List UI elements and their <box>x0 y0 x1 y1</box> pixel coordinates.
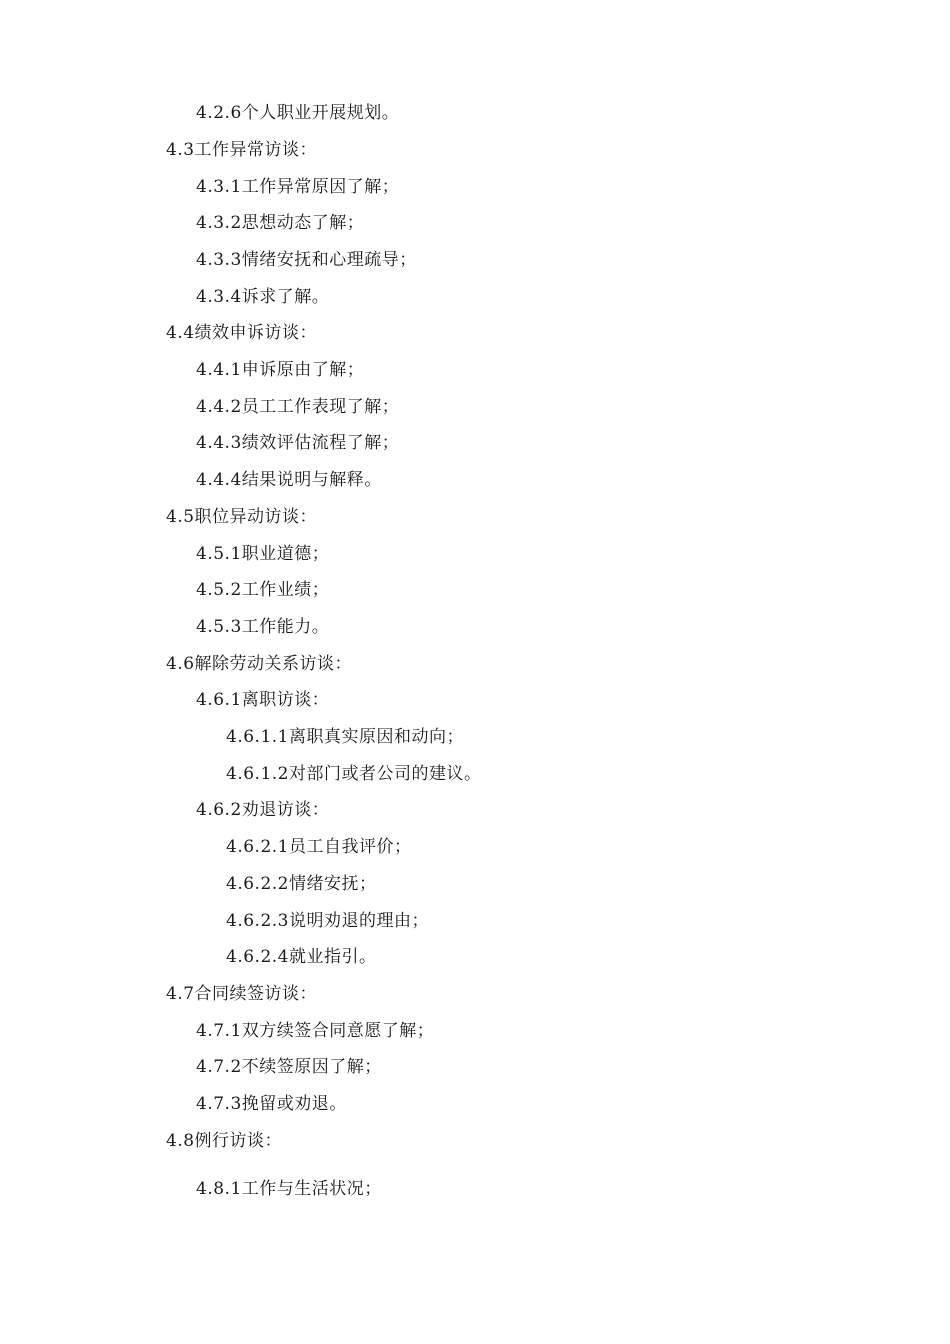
item-4-5-3: 4.5.3工作能力。 <box>196 617 330 637</box>
item-4-6-2-4: 4.6.2.4就业指引。 <box>226 947 377 967</box>
item-4-2-6: 4.2.6个人职业开展规划。 <box>196 103 400 123</box>
section-4-4-heading: 4.4绩效申诉访谈： <box>166 323 318 343</box>
item-4-7-3: 4.7.3挽留或劝退。 <box>196 1094 347 1114</box>
section-4-8-heading: 4.8例行访谈： <box>166 1131 283 1151</box>
item-4-5-2: 4.5.2工作业绩； <box>196 580 330 600</box>
item-4-3-4: 4.3.4诉求了解。 <box>196 287 330 307</box>
item-4-5-1: 4.5.1职业道德； <box>196 544 330 564</box>
item-4-6-1: 4.6.1离职访谈： <box>196 690 330 710</box>
item-4-6-2-3: 4.6.2.3说明劝退的理由； <box>226 911 429 931</box>
section-4-5-heading: 4.5职位异动访谈： <box>166 507 318 527</box>
item-4-4-2: 4.4.2员工工作表现了解； <box>196 397 400 417</box>
item-4-4-3: 4.4.3绩效评估流程了解； <box>196 433 400 453</box>
item-4-3-1: 4.3.1工作异常原因了解； <box>196 177 400 197</box>
item-4-3-3: 4.3.3情绪安抚和心理疏导； <box>196 250 417 270</box>
item-4-6-1-2: 4.6.1.2对部门或者公司的建议。 <box>226 764 482 784</box>
item-4-3-2: 4.3.2思想动态了解； <box>196 213 365 233</box>
item-4-6-2: 4.6.2劝退访谈： <box>196 800 330 820</box>
item-4-4-4: 4.4.4结果说明与解释。 <box>196 470 382 490</box>
section-4-3-heading: 4.3工作异常访谈： <box>166 140 318 160</box>
item-4-8-1: 4.8.1工作与生活状况； <box>196 1179 382 1199</box>
item-4-6-2-2: 4.6.2.2情绪安抚； <box>226 874 377 894</box>
item-4-7-1: 4.7.1双方续签合同意愿了解； <box>196 1021 435 1041</box>
item-4-6-2-1: 4.6.2.1员工自我评价； <box>226 837 412 857</box>
item-4-7-2: 4.7.2不续签原因了解； <box>196 1057 382 1077</box>
item-4-4-1: 4.4.1申诉原由了解； <box>196 360 365 380</box>
section-4-7-heading: 4.7合同续签访谈： <box>166 984 318 1004</box>
section-4-6-heading: 4.6解除劳动关系访谈： <box>166 654 353 674</box>
item-4-6-1-1: 4.6.1.1离职真实原因和动向； <box>226 727 464 747</box>
